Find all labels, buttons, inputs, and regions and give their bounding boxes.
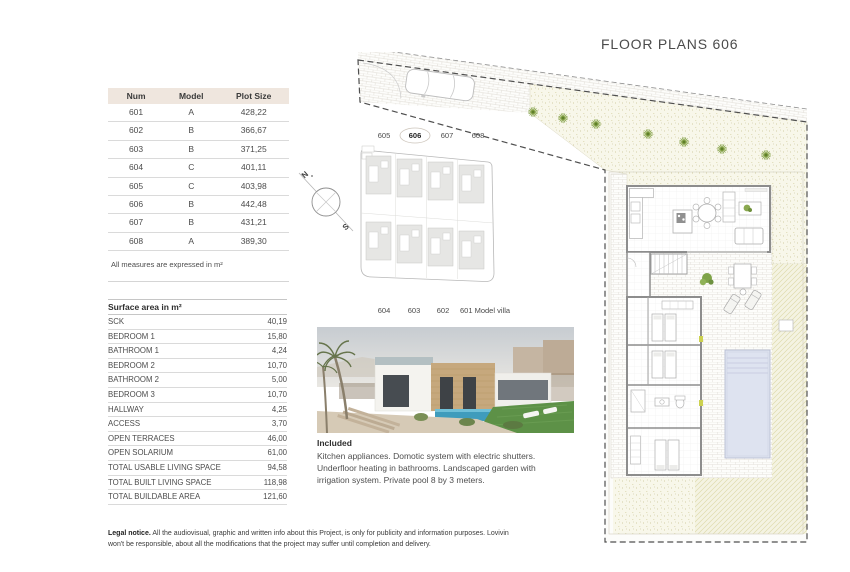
surface-area-table <box>108 299 287 505</box>
table-row: 603 B 371,25 <box>108 141 289 159</box>
site-label-605: 605 <box>377 131 391 140</box>
table-row: BEDROOM 3 10,70 <box>108 388 287 403</box>
site-label-603: 603 <box>407 306 421 315</box>
site-label-608: 608 <box>471 131 485 140</box>
site-label-601-model-villa: 601 Model villa <box>460 306 511 315</box>
back-garden-hatch <box>695 478 807 534</box>
measures-footnote: All measures are expressed in m² <box>111 260 223 270</box>
col-header-num: Num <box>126 91 146 101</box>
table-row: 604 C 401,11 <box>108 159 289 177</box>
table-row: HALLWAY 4,25 <box>108 403 287 418</box>
compass-south-label: S <box>340 221 351 233</box>
site-label-604: 604 <box>377 306 391 315</box>
table-row: TOTAL BUILDABLE AREA 121,60 <box>108 490 287 505</box>
table-row: SCK 40,19 <box>108 315 287 330</box>
site-label-606: 606 <box>408 131 422 140</box>
sofa <box>735 228 763 244</box>
page-title: FLOOR PLANS 606 <box>601 36 739 52</box>
divider <box>108 281 289 282</box>
col-header-size: Plot Size <box>235 91 272 101</box>
table-row: ACCESS 3,70 <box>108 417 287 432</box>
col-header-model: Model <box>178 91 204 101</box>
table-row: 606 B 442,48 <box>108 196 289 214</box>
stairs <box>651 254 687 274</box>
side-table <box>740 289 746 295</box>
pool <box>725 350 770 458</box>
floor-plan-drawing <box>355 52 830 552</box>
table-row: BEDROOM 2 10,70 <box>108 359 287 374</box>
table-row: BATHROOM 2 5,00 <box>108 373 287 388</box>
compass-north-label: N <box>299 169 311 181</box>
table-row: OPEN SOLARIUM 61,00 <box>108 446 287 461</box>
table-row: 605 C 403,98 <box>108 178 289 196</box>
plots-table <box>108 88 289 269</box>
table-row: BATHROOM 1 4,24 <box>108 344 287 359</box>
utility-box <box>779 320 793 331</box>
plots-table-header <box>108 88 289 104</box>
house-bedroom-block <box>627 297 703 475</box>
house-living-block <box>627 186 770 252</box>
table-row: TOTAL USABLE LIVING SPACE 94,58 <box>108 461 287 476</box>
legal-notice-text: All the audiovisual, graphic and written info about this Project, is only for publicity and information purposes. Lovivin won't be responsible, about all the modifications that the project may suffer until completion and delivery. <box>108 530 509 548</box>
table-row: 602 B 366,67 <box>108 122 289 140</box>
table-row: BEDROOM 1 15,80 <box>108 330 287 345</box>
side-garden-hatch <box>772 264 807 478</box>
table-row: 601 A 428,22 <box>108 104 289 122</box>
back-garden <box>613 478 695 534</box>
legal-notice-label: Legal notice. <box>108 530 151 537</box>
site-label-602: 602 <box>436 306 450 315</box>
table-row: 608 A 389,30 <box>108 233 289 251</box>
included-body: Kitchen appliances. Domotic system with electric shutters. Underfloor heating in bathrooms. Landscaped garden with irrigation system. Private pool 8 by 3 meters. <box>317 451 536 485</box>
surface-table-header: Surface area in m² <box>108 300 287 315</box>
table-row: TOTAL BUILT LIVING SPACE 118,98 <box>108 476 287 491</box>
table-row: OPEN TERRACES 46,00 <box>108 432 287 447</box>
site-label-607: 607 <box>440 131 454 140</box>
included-heading: Included <box>317 438 352 448</box>
table-row: 607 B 431,21 <box>108 214 289 232</box>
